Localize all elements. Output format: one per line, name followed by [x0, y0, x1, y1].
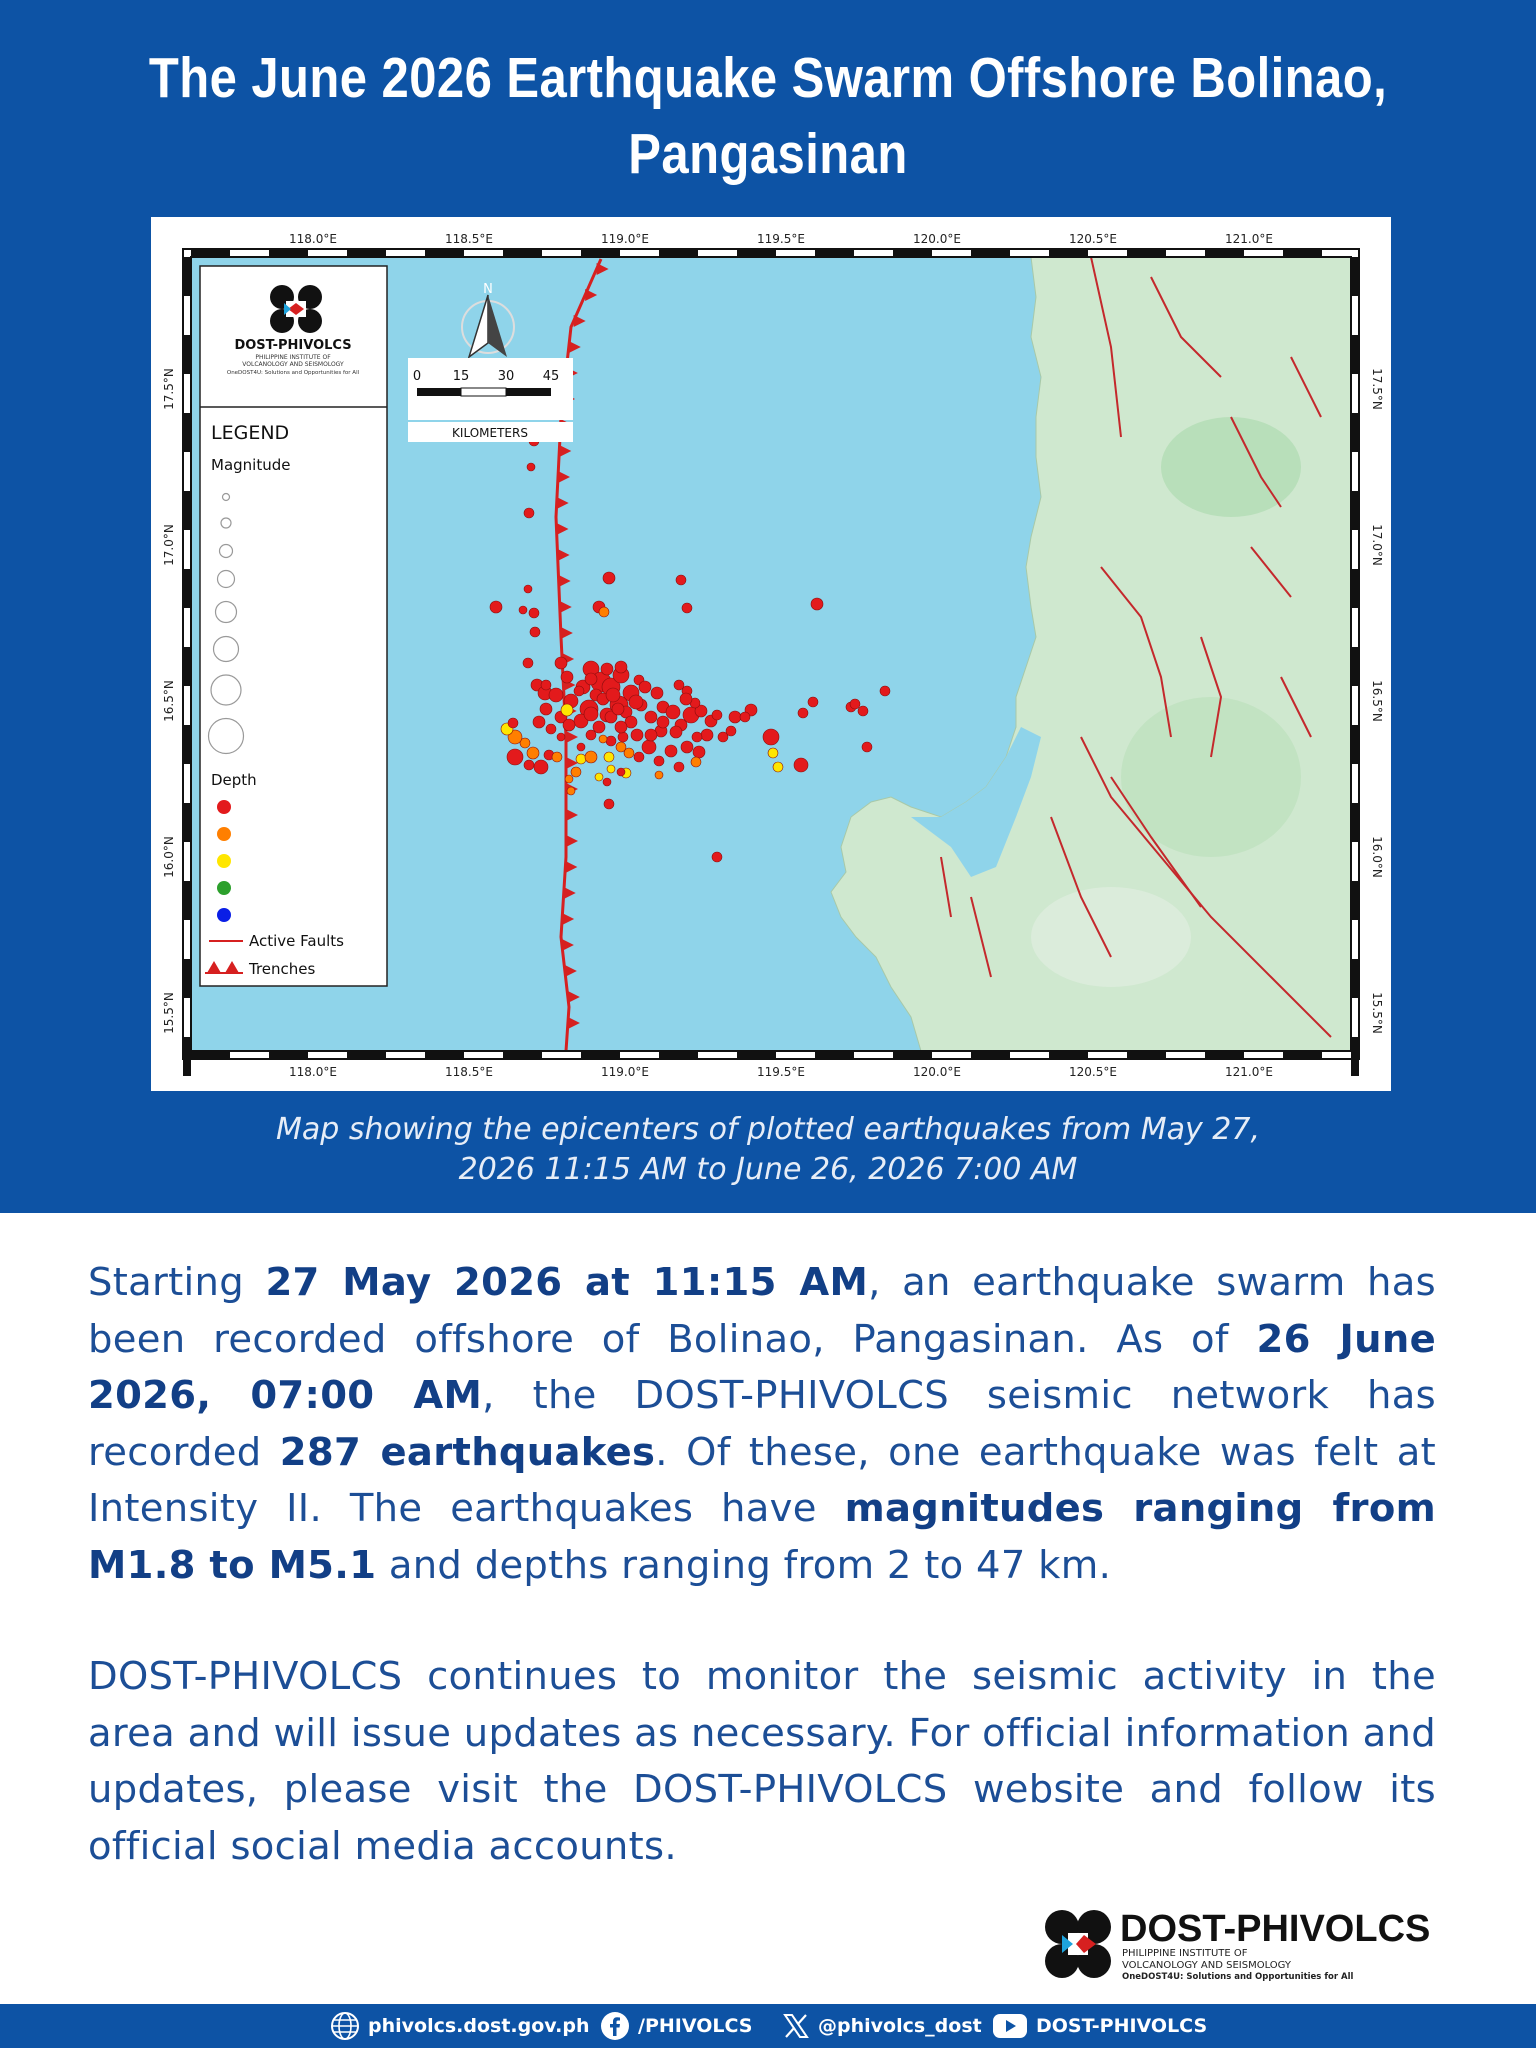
- epicenter-dot: [519, 606, 527, 614]
- footer-website-link[interactable]: [330, 2004, 589, 2048]
- epicenter-dot: [563, 719, 575, 731]
- epicenter-dot: [527, 463, 535, 471]
- globe-icon: [330, 2011, 360, 2041]
- epicenter-dot: [508, 718, 518, 728]
- epicenter-dot: [555, 657, 567, 669]
- tick-left-17: 17.0°N: [162, 524, 176, 566]
- legend-faults-label: Active Faults: [249, 932, 344, 950]
- page-title: [142, 40, 1394, 192]
- legend-depth-dot: [217, 800, 231, 814]
- epicenter-dot: [794, 758, 808, 772]
- p1-text-2: , an earthquake swarm has been recorded offshore of Bolinao, Pangasinan. As of: [88, 1260, 1436, 1362]
- terrain-patch: [1031, 887, 1191, 987]
- tick-left-15-5: 15.5°N: [162, 992, 176, 1034]
- epicenter-dot: [595, 773, 603, 781]
- epicenter-dot: [601, 663, 613, 675]
- epicenter-dot: [726, 726, 736, 736]
- facebook-icon: [600, 2011, 630, 2041]
- epicenter-dot: [798, 708, 808, 718]
- tick-bottom-120: 120.0°E: [913, 1065, 961, 1079]
- tick-bottom-119-5: 119.5°E: [757, 1065, 805, 1079]
- legend-magnitude-title: Magnitude: [211, 456, 291, 474]
- epicenter-dot: [808, 697, 818, 707]
- map-legend: [200, 266, 387, 986]
- epicenter-dot: [624, 748, 634, 758]
- epicenter-dot: [691, 757, 701, 767]
- epicenter-dot: [773, 762, 783, 772]
- epicenter-dot: [642, 740, 656, 754]
- epicenter-dot: [768, 748, 778, 758]
- legend-magnitude-circle: [209, 719, 244, 754]
- epicenter-dot: [645, 729, 657, 741]
- tick-top-119-5: 119.5°E: [757, 232, 805, 246]
- epicenter-dot: [584, 707, 598, 721]
- epicenter-dot: [490, 601, 502, 613]
- epicenter-dot: [740, 712, 750, 722]
- epicenter-dot: [862, 742, 872, 752]
- title-line-2: Pangasinan: [628, 122, 908, 186]
- legend-logo-sub2: VOLCANOLOGY AND SEISMOLOGY: [242, 361, 344, 368]
- epicenter-dot: [576, 754, 586, 764]
- monitoring-paragraph: DOST-PHIVOLCS continues to monitor the seismic activity in the area and will issue updates as necessary. For official information and updates, please visit the DOST-PHIVOLCS website and follow its official social media accounts.: [88, 1654, 1436, 1869]
- epicenter-dot: [540, 703, 552, 715]
- tick-top-121: 121.0°E: [1225, 232, 1273, 246]
- epicenter-dot: [612, 703, 624, 715]
- epicenter-dot: [618, 732, 628, 742]
- tick-right-17-5: 17.5°N: [1370, 368, 1384, 410]
- tick-bottom-120-5: 120.5°E: [1069, 1065, 1117, 1079]
- legend-magnitude-circle: [221, 518, 231, 528]
- epicenter-dot: [546, 724, 556, 734]
- tick-right-17: 17.0°N: [1370, 524, 1384, 566]
- tick-right-16: 16.0°N: [1370, 836, 1384, 878]
- legend-depth-dot: [217, 908, 231, 922]
- tick-top-118-5: 118.5°E: [445, 232, 493, 246]
- epicenter-dot: [603, 778, 611, 786]
- dost-phivolcs-emblem-icon: [1045, 1910, 1111, 1978]
- p1-quake-count: 287 earthquakes: [279, 1429, 656, 1475]
- epicenter-dot: [615, 661, 627, 673]
- epicenter-dot: [507, 749, 523, 765]
- footer-facebook-link[interactable]: [600, 2004, 752, 2048]
- footer-logo: [1040, 1907, 1470, 1987]
- caption-line-2: 2026 11:15 AM to June 26, 2026 7:00 AM: [458, 1152, 1078, 1187]
- tick-right-16-5: 16.5°N: [1370, 680, 1384, 722]
- epicenter-dot: [541, 680, 551, 690]
- legend-magnitude-circle: [211, 675, 241, 705]
- tick-bottom-121: 121.0°E: [1225, 1065, 1273, 1079]
- terrain-patch: [1161, 417, 1301, 517]
- footer-logo-name: DOST-PHIVOLCS: [1120, 1908, 1431, 1950]
- p1-start-date: 27 May 2026 at 11:15 AM: [265, 1260, 869, 1305]
- legend-logo-tagline: OneDOST4U: Solutions and Opportunities for All: [226, 370, 360, 376]
- epicenter-dot: [692, 732, 702, 742]
- tick-left-16: 16.0°N: [162, 836, 176, 878]
- legend-magnitude-circle: [220, 545, 233, 558]
- epicenter-dot: [712, 710, 722, 720]
- caption-line-1: Map showing the epicenters of plotted earthquakes from May 27,: [275, 1112, 1260, 1147]
- epicenter-dot: [585, 751, 597, 763]
- epicenter-dot: [585, 673, 597, 685]
- tick-left-17-5: 17.5°N: [162, 368, 176, 410]
- epicenter-dot: [681, 741, 693, 753]
- footer-website-text: phivolcs.dost.gov.ph: [368, 2015, 590, 2037]
- footer-x-text: @phivolcs_dost: [818, 2015, 982, 2037]
- epicenter-dot: [606, 736, 616, 746]
- epicenter-dot: [680, 693, 692, 705]
- footer-logo-tagline: OneDOST4U: Solutions and Opportunities for All: [1122, 1972, 1354, 1982]
- epicenter-dot: [599, 735, 607, 743]
- tick-top-118: 118.0°E: [289, 232, 337, 246]
- epicenter-dot: [530, 627, 540, 637]
- epicenter-dot: [571, 767, 581, 777]
- epicenter-dot: [577, 743, 585, 751]
- epicenter-dot: [676, 575, 686, 585]
- tick-top-119: 119.0°E: [601, 232, 649, 246]
- legend-trenches-label: Trenches: [249, 960, 316, 978]
- epicenter-dot: [631, 729, 643, 741]
- epicenter-dot: [552, 752, 562, 762]
- epicenter-dot: [607, 765, 615, 773]
- tick-bottom-118: 118.0°E: [289, 1065, 337, 1079]
- tick-top-120-5: 120.5°E: [1069, 232, 1117, 246]
- title-line-1: The June 2026 Earthquake Swarm Offshore Bolinao,: [148, 46, 1388, 110]
- epicenter-dot: [561, 671, 573, 683]
- epicenter-dot: [682, 603, 692, 613]
- summary-paragraph: [88, 1255, 1436, 1594]
- epicenter-dot: [567, 787, 575, 795]
- legend-title: LEGEND: [211, 422, 290, 444]
- epicenter-dot: [593, 721, 605, 733]
- legend-depth-title: Depth: [211, 771, 257, 789]
- epicenter-dot: [670, 726, 682, 738]
- epicenter-dot: [655, 771, 663, 779]
- epicenter-dot: [674, 680, 684, 690]
- epicenter-dot: [527, 747, 539, 759]
- epicenter-dot: [674, 762, 684, 772]
- legend-magnitude-circle: [214, 637, 239, 662]
- epicenter-dot: [606, 688, 620, 702]
- scale-15: 15: [452, 369, 470, 384]
- footer-logo-sub1: PHILIPPINE INSTITUTE OF: [1122, 1948, 1248, 1959]
- scale-0: 0: [412, 369, 422, 384]
- tick-right-15-5: 15.5°N: [1370, 992, 1384, 1034]
- epicenter-dot: [524, 508, 534, 518]
- epicenter-dot: [634, 752, 644, 762]
- tick-top-120: 120.0°E: [913, 232, 961, 246]
- legend-logo-sub1: PHILIPPINE INSTITUTE OF: [255, 354, 331, 361]
- epicenter-dot: [712, 852, 722, 862]
- epicenter-dot: [529, 608, 539, 618]
- x-logo-icon: [782, 2012, 810, 2040]
- p1-text-5: and depths ranging from 2 to 47 km.: [376, 1542, 1112, 1588]
- legend-depth-dot: [217, 854, 231, 868]
- scale-45: 45: [542, 369, 560, 384]
- epicenter-dot: [850, 699, 860, 709]
- youtube-icon: [992, 2013, 1028, 2039]
- tick-left-16-5: 16.5°N: [162, 680, 176, 722]
- footer-youtube-text: DOST-PHIVOLCS: [1036, 2015, 1208, 2037]
- epicenter-dot: [858, 706, 868, 716]
- scale-unit: KILOMETERS: [452, 426, 528, 440]
- epicenter-dot: [523, 658, 533, 668]
- epicenter-map: [151, 217, 1391, 1091]
- footer-x-link[interactable]: [782, 2004, 982, 2048]
- p1-magnitude-range: magnitudes ranging from M1.8 to M5.1: [88, 1486, 1436, 1588]
- epicenter-dot: [763, 729, 779, 745]
- tick-bottom-118-5: 118.5°E: [445, 1065, 493, 1079]
- legend-depth-dot: [217, 881, 231, 895]
- epicenter-dot: [693, 746, 705, 758]
- scale-30: 30: [497, 369, 515, 384]
- epicenter-dot: [629, 695, 643, 709]
- epicenter-dot: [657, 716, 669, 728]
- epicenter-dot: [557, 733, 565, 741]
- p1-text-3: , the DOST-PHIVOLCS seismic network has recorded: [88, 1373, 1436, 1475]
- map-caption: [180, 1110, 1356, 1190]
- legend-magnitude-circle: [216, 602, 237, 623]
- footer-logo-sub2: VOLCANOLOGY AND SEISMOLOGY: [1122, 1960, 1292, 1971]
- epicenter-dot: [561, 704, 573, 716]
- map-graphic: [151, 217, 1391, 1091]
- legend-magnitude-circle: [218, 571, 235, 588]
- legend-depth-dot: [217, 827, 231, 841]
- epicenter-dot: [565, 775, 573, 783]
- epicenter-dot: [604, 752, 614, 762]
- epicenter-dot: [574, 686, 584, 696]
- epicenter-dot: [599, 607, 609, 617]
- epicenter-dot: [645, 711, 657, 723]
- epicenter-dot: [617, 768, 625, 776]
- footer-youtube-link[interactable]: [992, 2004, 1207, 2048]
- epicenter-dot: [811, 598, 823, 610]
- epicenter-dot: [533, 716, 545, 728]
- epicenter-dot: [586, 730, 596, 740]
- north-label: N: [483, 282, 493, 297]
- epicenter-dot: [666, 705, 680, 719]
- epicenter-dot: [549, 688, 563, 702]
- epicenter-dot: [880, 686, 890, 696]
- p1-text-1: Starting: [88, 1260, 266, 1305]
- epicenter-dot: [603, 572, 615, 584]
- scale-bar: [408, 358, 573, 442]
- epicenter-dot: [651, 687, 663, 699]
- epicenter-dot: [534, 760, 548, 774]
- epicenter-dot: [524, 585, 532, 593]
- legend-magnitude-circle: [223, 494, 230, 501]
- epicenter-dot: [701, 729, 713, 741]
- epicenter-dot: [665, 745, 677, 757]
- epicenter-dot: [524, 760, 534, 770]
- epicenter-dot: [729, 711, 741, 723]
- epicenter-dot: [604, 799, 614, 809]
- epicenter-dot: [639, 681, 651, 693]
- tick-bottom-119: 119.0°E: [601, 1065, 649, 1079]
- legend-logo-name: DOST-PHIVOLCS: [234, 338, 352, 353]
- footer-bar: [0, 2004, 1536, 2048]
- p1-asof-date: 26 June 2026, 07:00 AM: [88, 1316, 1436, 1418]
- footer-facebook-text: /PHIVOLCS: [638, 2015, 753, 2037]
- epicenter-dot: [615, 721, 627, 733]
- epicenter-dot: [654, 756, 664, 766]
- p1-text-4: . Of these, one earthquake was felt at Intensity II. The earthquakes have: [88, 1429, 1436, 1531]
